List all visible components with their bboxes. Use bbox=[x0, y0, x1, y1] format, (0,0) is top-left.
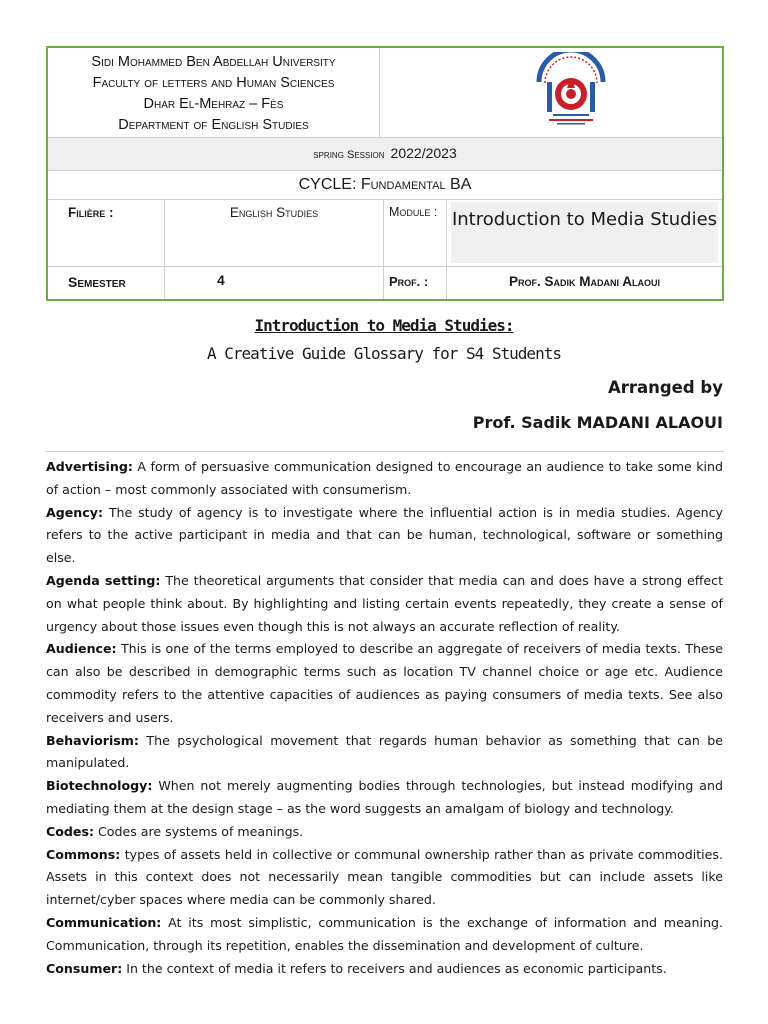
course-info-table bbox=[46, 46, 724, 301]
module-label: Module : bbox=[384, 200, 447, 266]
semester-row bbox=[48, 266, 722, 299]
faculty-line: Faculty of letters and Human Sciences bbox=[92, 75, 335, 91]
filiere-value: English Studies bbox=[165, 200, 384, 266]
glossary-definition: types of assets held in collective or communal ownership rather than as private commodities. Assets in this context does not necessarily mean tangible commodities but can include assets like internet/cyber spaces where media can be commonly shared. bbox=[46, 846, 723, 908]
glossary-term: Agenda setting: bbox=[46, 572, 161, 588]
glossary-definition: This is one of the terms employed to describe an aggregate of receivers of media texts. These can also be described in demographic terms such as location TV channel choice or age etc. Audience commodity refers to the attentive capacities of audiences as paying consumers of media texts. See also receivers and users. bbox=[46, 641, 723, 725]
glossary-term: Agency: bbox=[46, 504, 103, 520]
glossary-term: Communication: bbox=[46, 914, 162, 930]
logo-cell bbox=[380, 48, 722, 137]
glossary-definition: At its most simplistic, communication is the exchange of information and meaning. Communication, through its repetition, enables the dissemination and development of culture. bbox=[46, 914, 723, 953]
arranged-by-label: Arranged by bbox=[607, 378, 723, 397]
cycle-value: Fundamental BA bbox=[360, 176, 472, 193]
glossary-term: Behaviorism: bbox=[46, 732, 139, 748]
glossary-entry bbox=[46, 456, 723, 502]
glossary-entry bbox=[46, 775, 723, 821]
cycle-row bbox=[48, 170, 722, 199]
glossary-entry bbox=[46, 821, 723, 844]
glossary-entry bbox=[46, 844, 723, 912]
session-year: 2022/2023 bbox=[390, 145, 457, 161]
glossary-term: Consumer: bbox=[46, 960, 123, 976]
cycle-label: CYCLE: bbox=[298, 176, 361, 193]
filiere-label: Filière : bbox=[48, 200, 165, 266]
session-label: spring Session bbox=[313, 149, 385, 161]
glossary-entry bbox=[46, 502, 723, 570]
glossary-definition: The psychological movement that regards human behavior as something that can be manipulated. bbox=[46, 732, 723, 771]
glossary-term: Biotechnology: bbox=[46, 778, 153, 794]
glossary-definition: In the context of media it refers to receivers and audiences as economic participants. bbox=[122, 960, 667, 976]
glossary-definition: Codes are systems of meanings. bbox=[93, 823, 304, 839]
document-title: Introduction to Media Studies: bbox=[254, 316, 514, 335]
glossary-term: Codes: bbox=[46, 823, 94, 839]
university-crest-icon bbox=[533, 52, 609, 128]
glossary-entry bbox=[46, 570, 723, 638]
filiere-row bbox=[48, 199, 722, 266]
glossary-list bbox=[46, 456, 723, 980]
prof-value: Prof. Sadik Madani Alaoui bbox=[509, 274, 660, 289]
university-name-block bbox=[48, 48, 380, 137]
prof-label: Prof. : bbox=[384, 267, 447, 299]
session-row bbox=[48, 137, 722, 170]
glossary-term: Commons: bbox=[46, 846, 121, 862]
divider bbox=[46, 451, 724, 452]
glossary-entry bbox=[46, 638, 723, 729]
glossary-term: Audience: bbox=[46, 641, 117, 657]
module-value: Introduction to Media Studies bbox=[451, 202, 718, 263]
glossary-definition: When not merely augmenting bodies through technologies, but instead modifying and mediating them at the design stage – as the word suggests an amalgam of biology and technology. bbox=[46, 778, 723, 816]
glossary-entry bbox=[46, 958, 723, 981]
university-row bbox=[48, 48, 722, 137]
glossary-definition: A form of persuasive communication designed to encourage an audience to take some kind of action – most commonly associated with consumerism. bbox=[46, 459, 723, 497]
semester-value: 4 bbox=[165, 267, 384, 299]
glossary-definition: The theoretical arguments that consider that media can and does have a strong effect on what people think about. By highlighting and listing certain events repeatedly, they create a sense of urgency about those issues even though this is not always an accurate reflection of reality. bbox=[46, 572, 724, 634]
glossary-definition: The study of agency is to investigate where the influential action is in media studies. Agency refers to the active participant in media and that can be human, technological, software or something else. bbox=[46, 504, 723, 566]
glossary-entry bbox=[46, 730, 723, 776]
module-cell bbox=[447, 200, 722, 266]
author-name: Prof. Sadik MADANI ALAOUI bbox=[472, 413, 723, 432]
semester-label: Semester bbox=[48, 267, 165, 299]
glossary-term: Advertising: bbox=[46, 459, 133, 474]
glossary-entry bbox=[46, 912, 723, 958]
campus-line: Dhar El-Mehraz – Fès bbox=[143, 96, 284, 112]
document-subtitle: A Creative Guide Glossary for S4 Students bbox=[207, 344, 561, 363]
department-line: Department of English Studies bbox=[118, 117, 309, 133]
university-line: Sidi Mohammed Ben Abdellah University bbox=[91, 54, 336, 70]
